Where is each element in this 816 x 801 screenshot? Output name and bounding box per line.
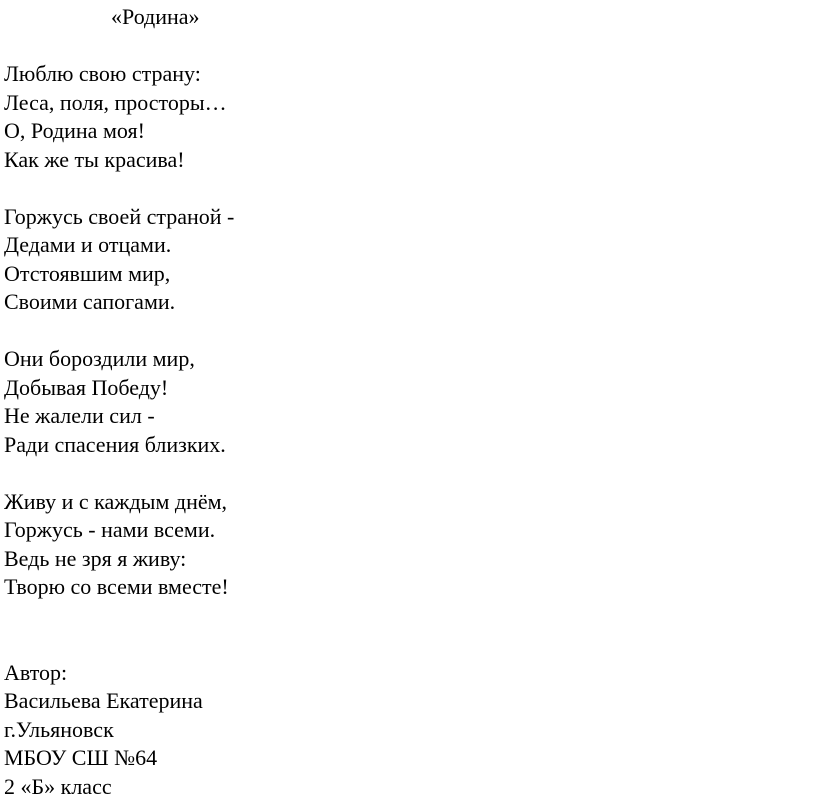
poem-line: Дедами и отцами. bbox=[4, 231, 804, 260]
stanza-3 bbox=[4, 345, 804, 459]
poem-line: Не жалели сил - bbox=[4, 402, 804, 431]
poem-line: Горжусь - нами всеми. bbox=[4, 516, 804, 545]
poem-title: «Родина» bbox=[111, 3, 804, 32]
poem-line: Живу и с каждым днём, bbox=[4, 488, 804, 517]
poem-line: Добывая Победу! bbox=[4, 374, 804, 403]
poem-line: Люблю свою страну: bbox=[4, 60, 804, 89]
poem-line: Своими сапогами. bbox=[4, 288, 804, 317]
spacer bbox=[4, 317, 804, 346]
author-school: МБОУ СШ №64 bbox=[4, 744, 804, 773]
poem-line: Они бороздили мир, bbox=[4, 345, 804, 374]
stanza-1 bbox=[4, 60, 804, 174]
poem-line: Творю со всеми вместе! bbox=[4, 573, 804, 602]
document-page bbox=[4, 3, 804, 801]
poem-line: Ведь не зря я живу: bbox=[4, 545, 804, 574]
poem-line: Отстоявшим мир, bbox=[4, 260, 804, 289]
poem-line: Леса, поля, просторы… bbox=[4, 89, 804, 118]
author-label: Автор: bbox=[4, 659, 804, 688]
poem-line: Как же ты красива! bbox=[4, 146, 804, 175]
spacer bbox=[4, 459, 804, 488]
poem-line: Ради спасения близких. bbox=[4, 431, 804, 460]
author-grade: 2 «Б» класс bbox=[4, 773, 804, 801]
poem-line: О, Родина моя! bbox=[4, 117, 804, 146]
poem-line: Горжусь своей страной - bbox=[4, 203, 804, 232]
spacer bbox=[4, 32, 804, 61]
author-name: Васильева Екатерина bbox=[4, 687, 804, 716]
stanza-2 bbox=[4, 203, 804, 317]
author-block bbox=[4, 659, 804, 801]
spacer bbox=[4, 602, 804, 659]
author-city: г.Ульяновск bbox=[4, 716, 804, 745]
spacer bbox=[4, 174, 804, 203]
stanza-4 bbox=[4, 488, 804, 602]
